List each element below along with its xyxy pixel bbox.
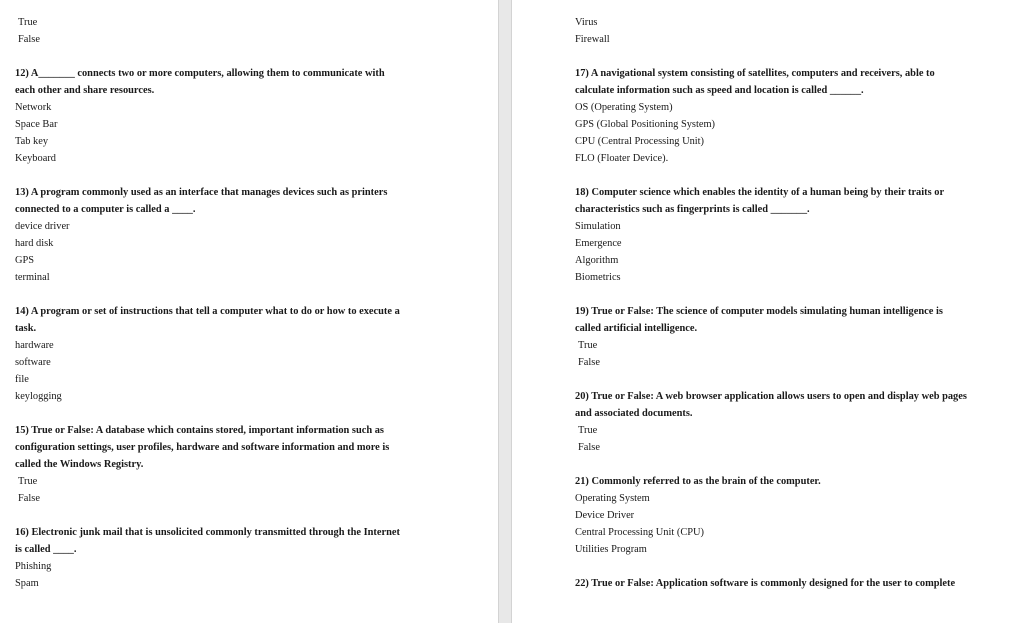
question-19-line-2: called artificial intelligence. [575, 323, 698, 334]
option-keylogging: keylogging [15, 391, 62, 402]
option-spam: Spam [15, 578, 39, 589]
question-14-line-2: task. [15, 323, 37, 334]
option-tab-key: Tab key [15, 136, 49, 147]
option-gps: GPS [15, 255, 35, 266]
option-keyboard: Keyboard [15, 153, 56, 164]
option-device-driver: Device Driver [575, 510, 635, 521]
option-utilities-program: Utilities Program [575, 544, 647, 555]
option-firewall: Firewall [575, 34, 610, 45]
option-true: True [578, 340, 598, 351]
option-algorithm: Algorithm [575, 255, 619, 266]
option-true: True [578, 425, 598, 436]
question-19-line-1: 19) True or False: The science of computer models simulating human intelligence is [575, 306, 943, 317]
option-true: True [18, 17, 38, 28]
option-operating-system: Operating System [575, 493, 650, 504]
option-network: Network [15, 102, 52, 113]
option-emergence: Emergence [575, 238, 622, 249]
option-gps: GPS (Global Positioning System) [575, 119, 715, 130]
left-page [0, 0, 498, 623]
option-terminal: terminal [15, 272, 50, 283]
question-20-line-1: 20) True or False: A web browser application allows users to open and display web pages [575, 391, 967, 402]
question-18-line-1: 18) Computer science which enables the identity of a human being by their traits or [575, 187, 945, 198]
option-biometrics: Biometrics [575, 272, 621, 283]
question-15-line-3: called the Windows Registry. [15, 459, 144, 470]
option-false: False [578, 442, 600, 453]
option-software: software [15, 357, 51, 368]
question-17-line-2: calculate information such as speed and location is called ______. [575, 85, 864, 96]
option-virus: Virus [575, 17, 598, 28]
option-os: OS (Operating System) [575, 102, 673, 113]
option-flo: FLO (Floater Device). [575, 153, 669, 164]
question-17-line-1: 17) A navigational system consisting of satellites, computers and receivers, able to [575, 68, 935, 79]
option-phishing: Phishing [15, 561, 52, 572]
option-false: False [18, 34, 40, 45]
question-15-line-2: configuration settings, user profiles, hardware and software information and more is [15, 442, 390, 453]
question-12-line-1: 12) A_______ connects two or more computers, allowing them to communicate with [15, 68, 385, 79]
option-cpu: Central Processing Unit (CPU) [575, 527, 705, 538]
question-21-line-1: 21) Commonly referred to as the brain of the computer. [575, 476, 821, 487]
question-13-line-2: connected to a computer is called a ____. [15, 204, 196, 215]
question-13-line-1: 13) A program commonly used as an interface that manages devices such as printers [15, 187, 388, 198]
option-device-driver: device driver [15, 221, 70, 232]
option-space-bar: Space Bar [15, 119, 58, 130]
option-hard-disk: hard disk [15, 238, 54, 249]
question-15-line-1: 15) True or False: A database which contains stored, important information such as [15, 425, 384, 436]
option-hardware: hardware [15, 340, 54, 351]
option-file: file [15, 374, 29, 385]
option-false: False [578, 357, 600, 368]
question-14-line-1: 14) A program or set of instructions that tell a computer what to do or how to execute a [15, 306, 400, 317]
option-cpu: CPU (Central Processing Unit) [575, 136, 705, 147]
question-22-line-1: 22) True or False: Application software is commonly designed for the user to complete [575, 578, 956, 589]
question-20-line-2: and associated documents. [575, 408, 693, 419]
question-12-line-2: each other and share resources. [15, 85, 155, 96]
option-false: False [18, 493, 40, 504]
question-16-line-2: is called ____. [15, 544, 77, 555]
option-true: True [18, 476, 38, 487]
page-gutter [498, 0, 512, 623]
right-page [512, 0, 1024, 623]
question-16-line-1: 16) Electronic junk mail that is unsolicited commonly transmitted through the Internet [15, 527, 400, 538]
question-18-line-2: characteristics such as fingerprints is called _______. [575, 204, 810, 215]
option-simulation: Simulation [575, 221, 621, 232]
